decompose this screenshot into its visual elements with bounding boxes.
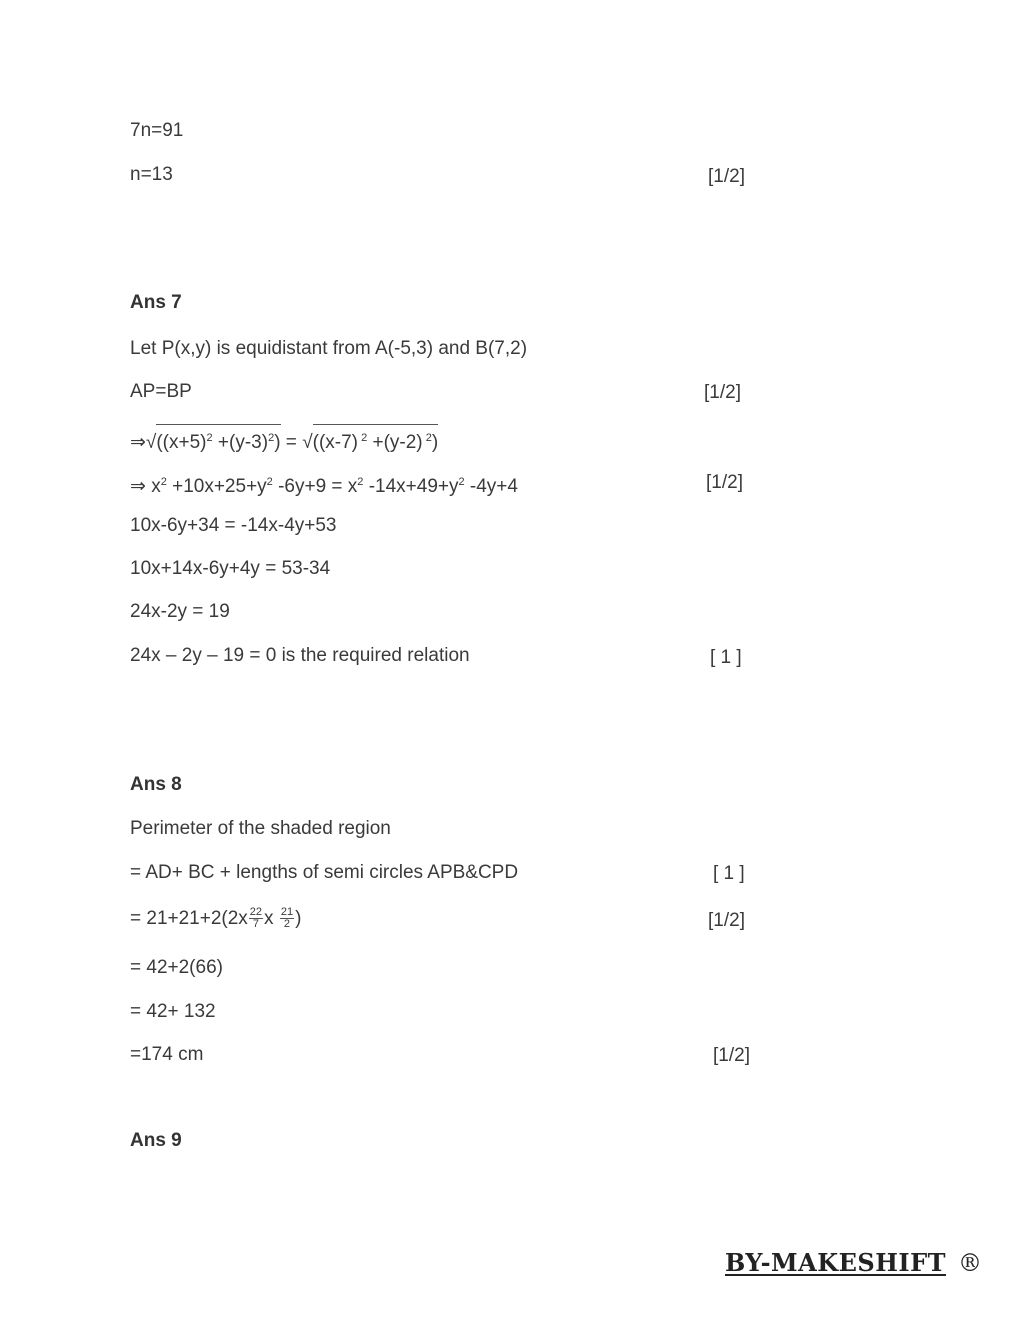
term: -4y+4 [464, 476, 518, 497]
term: +(y-2) [367, 432, 423, 453]
term: ((x-7) [312, 432, 359, 453]
equation-line [130, 424, 438, 455]
statement-line: Perimeter of the shaded region [130, 818, 391, 839]
numerator: 22 [249, 906, 263, 919]
registered-symbol: ® [958, 1249, 983, 1277]
equation-line: =174 cm [130, 1044, 204, 1065]
marks-label: [1/2] [708, 910, 745, 931]
equation-line: 10x+14x-6y+4y = 53-34 [130, 558, 331, 579]
term: +(y-3) [212, 432, 269, 453]
term: +10x+25+y [166, 476, 267, 497]
exponent: 2 [160, 476, 167, 488]
answer-heading: Ans 9 [130, 1130, 182, 1151]
equation-line: AP=BP [130, 381, 192, 402]
marks-label: [1/2] [704, 382, 741, 403]
fraction [280, 907, 294, 930]
equation-line: = 42+2(66) [130, 957, 223, 978]
term: ((x+5) [156, 432, 207, 453]
term: -6y+9 = x [272, 476, 358, 497]
term: ) [274, 432, 281, 453]
equation-line [130, 907, 301, 931]
term: ⇒ x [130, 476, 161, 497]
equation-line: n=13 [130, 164, 173, 185]
equals-sign: = [280, 432, 303, 453]
answer-heading: Ans 8 [130, 774, 182, 795]
equation-line: 24x-2y = 19 [130, 601, 230, 622]
exponent: 2 [206, 432, 213, 444]
equation-line: 7n=91 [130, 120, 184, 141]
sqrt-symbol: √ [145, 432, 157, 453]
denominator: 7 [252, 918, 259, 931]
radicand [156, 424, 280, 455]
exponent: 2 [268, 432, 275, 444]
sqrt-symbol: √ [302, 432, 313, 453]
statement-line: Let P(x,y) is equidistant from A(-5,3) and B(7,2) [130, 338, 528, 359]
term: = 21+21+2(2x [130, 908, 248, 929]
equation-line: 10x-6y+34 = -14x-4y+53 [130, 515, 337, 536]
marks-label: [ 1 ] [713, 863, 745, 884]
exponent: 2 [422, 432, 432, 444]
marks-label: [ 1 ] [710, 647, 742, 668]
term: -14x+49+y [363, 476, 459, 497]
equation-line: = 42+ 132 [130, 1001, 216, 1022]
equation-line [130, 470, 518, 499]
radicand [313, 424, 439, 455]
watermark-text: BY-MAKESHIFT [725, 1248, 947, 1277]
answer-heading: Ans 7 [130, 292, 182, 313]
fraction [249, 907, 263, 930]
equation-line: 24x – 2y – 19 = 0 is the required relation [130, 645, 470, 666]
equation-line: = AD+ BC + lengths of semi circles APB&CPD [130, 862, 519, 883]
watermark [725, 1248, 983, 1277]
term: x [264, 908, 279, 929]
exponent: 2 [357, 476, 364, 488]
marks-label: [1/2] [713, 1045, 750, 1066]
term: ) [295, 908, 302, 929]
marks-label: [1/2] [706, 472, 743, 493]
term: ) [431, 432, 439, 453]
exponent: 2 [358, 432, 368, 444]
implies-symbol: ⇒ [130, 432, 146, 453]
exponent: 2 [266, 476, 273, 488]
exponent: 2 [458, 476, 465, 488]
numerator: 21 [280, 906, 294, 919]
marks-label: [1/2] [708, 166, 745, 187]
denominator: 2 [283, 918, 291, 931]
